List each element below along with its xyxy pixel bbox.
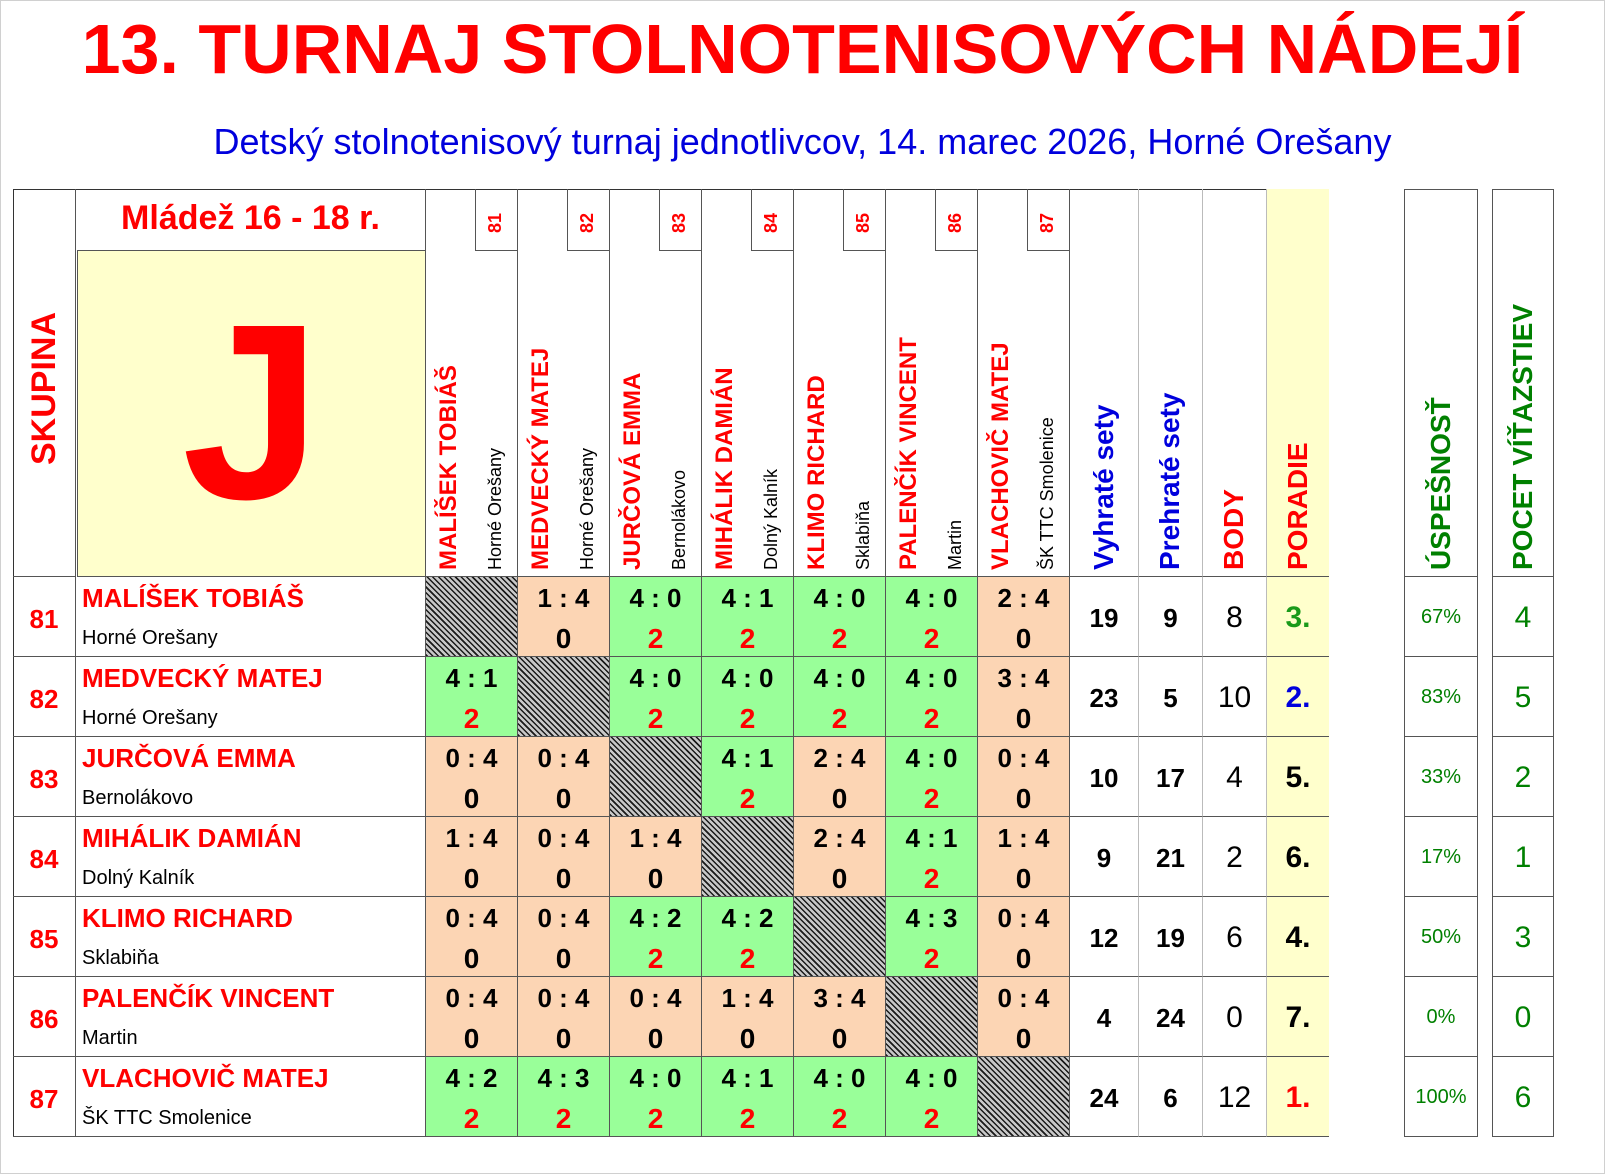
stat-cell-rank xyxy=(1266,1057,1329,1137)
stat-cell-won xyxy=(1069,737,1138,817)
match-cell xyxy=(517,817,609,897)
extra-value-success: 17% xyxy=(1420,846,1462,868)
row-number-cell xyxy=(13,977,76,1057)
match-cell xyxy=(885,657,977,737)
opponent-club: ŠK TTC Smolenice xyxy=(1037,417,1058,570)
match-score: 4 : 0 xyxy=(813,1063,866,1093)
extra-cell-success xyxy=(1404,977,1478,1057)
stat-cell-points xyxy=(1202,657,1266,737)
match-cell xyxy=(885,737,977,817)
extra-cell-success xyxy=(1404,817,1478,897)
match-points: 2 xyxy=(923,623,940,654)
row-number: 82 xyxy=(29,684,59,714)
stat-cell-rank xyxy=(1266,817,1329,897)
stat-cell-points xyxy=(1202,897,1266,977)
opponent-number: 81 xyxy=(485,212,506,233)
stat-cell-points xyxy=(1202,1057,1266,1137)
row-number-cell xyxy=(13,897,76,977)
match-score: 4 : 0 xyxy=(629,583,682,613)
row-number: 86 xyxy=(29,1004,59,1034)
match-cell xyxy=(701,737,793,817)
player-name: MEDVECKÝ MATEJ xyxy=(82,663,323,693)
extra-value-wins: 6 xyxy=(1514,1081,1532,1114)
opponent-number: 86 xyxy=(945,212,966,233)
row-number-cell xyxy=(13,817,76,897)
player-club: Sklabiňa xyxy=(82,947,159,969)
stat-cell-won xyxy=(1069,977,1138,1057)
stat-value-won: 4 xyxy=(1096,1003,1112,1033)
match-points: 0 xyxy=(1015,1023,1032,1054)
extra-cell-success xyxy=(1404,577,1478,657)
page-title: 13. TURNAJ STOLNOTENISOVÝCH NÁDEJÍ xyxy=(81,10,1524,88)
match-score: 0 : 4 xyxy=(997,903,1050,933)
match-score: 4 : 3 xyxy=(905,903,958,933)
match-cell xyxy=(609,577,701,657)
match-score: 0 : 4 xyxy=(537,903,590,933)
stat-cell-points xyxy=(1202,737,1266,817)
match-points: 0 xyxy=(1015,943,1032,974)
extra-cell-success xyxy=(1404,1057,1478,1137)
extra-value-wins: 2 xyxy=(1514,761,1532,794)
match-score: 4 : 1 xyxy=(445,663,498,693)
match-cell xyxy=(977,977,1069,1057)
match-points: 0 xyxy=(463,863,480,894)
match-cell xyxy=(517,897,609,977)
match-points: 2 xyxy=(739,783,756,814)
opponent-club: Sklabiňa xyxy=(853,500,874,570)
match-cell xyxy=(977,897,1069,977)
stat-value-rank: 4. xyxy=(1285,921,1311,954)
match-score: 0 : 4 xyxy=(629,983,682,1013)
match-score: 4 : 3 xyxy=(537,1063,590,1093)
match-points: 2 xyxy=(923,783,940,814)
extra-label-success: ÚSPEŠNOSŤ xyxy=(1425,397,1457,570)
match-points: 2 xyxy=(923,1103,940,1134)
player-name: JURČOVÁ EMMA xyxy=(82,743,296,773)
stat-cell-won xyxy=(1069,577,1138,657)
page-subtitle: Detský stolnotenisový turnaj jednotlivcov, 14. marec 2026, Horné Orešany xyxy=(213,121,1392,162)
match-cell xyxy=(793,817,885,897)
stat-label-points: BODY xyxy=(1218,489,1250,570)
match-score: 4 : 1 xyxy=(721,583,774,613)
stat-cell-rank xyxy=(1266,897,1329,977)
opponent-number: 82 xyxy=(577,212,598,233)
opponent-name: MALÍŠEK TOBIÁŠ xyxy=(434,365,462,570)
match-points: 0 xyxy=(555,863,572,894)
group-letter: J xyxy=(181,272,322,551)
stat-label-won: Vyhraté sety xyxy=(1087,404,1119,570)
match-score: 4 : 1 xyxy=(721,1063,774,1093)
match-points: 2 xyxy=(647,623,664,654)
extra-cell-success xyxy=(1404,737,1478,817)
match-points: 0 xyxy=(463,783,480,814)
match-score: 0 : 4 xyxy=(537,983,590,1013)
extra-value-success: 100% xyxy=(1415,1086,1467,1108)
match-score: 0 : 4 xyxy=(997,743,1050,773)
match-points: 0 xyxy=(647,1023,664,1054)
row-number-cell xyxy=(13,577,76,657)
stat-value-points: 6 xyxy=(1226,921,1243,954)
match-score: 1 : 4 xyxy=(997,823,1050,853)
opponent-number: 87 xyxy=(1037,212,1058,233)
match-points: 2 xyxy=(831,1103,848,1134)
match-score: 1 : 4 xyxy=(629,823,682,853)
self-match-cell xyxy=(609,737,701,817)
match-score: 2 : 4 xyxy=(813,823,866,853)
match-points: 0 xyxy=(831,1023,848,1054)
opponent-club: Horné Orešany xyxy=(485,447,506,570)
extra-label-wins: POCET VÍŤAZSTIEV xyxy=(1507,303,1539,570)
stat-label-lost: Prehraté sety xyxy=(1154,392,1186,570)
match-points: 0 xyxy=(555,943,572,974)
stat-value-rank: 5. xyxy=(1285,761,1311,794)
stat-value-points: 8 xyxy=(1226,601,1243,634)
match-points: 2 xyxy=(923,703,940,734)
match-cell xyxy=(701,657,793,737)
stat-cell-points xyxy=(1202,977,1266,1057)
stat-value-points: 2 xyxy=(1226,841,1243,874)
match-cell xyxy=(425,657,517,737)
match-score: 0 : 4 xyxy=(537,823,590,853)
match-score: 4 : 2 xyxy=(721,903,774,933)
stat-cell-lost xyxy=(1138,1057,1202,1137)
match-cell xyxy=(977,817,1069,897)
stat-value-lost: 9 xyxy=(1163,603,1178,633)
stat-value-lost: 24 xyxy=(1156,1003,1185,1033)
stat-value-points: 12 xyxy=(1217,1081,1252,1114)
match-score: 3 : 4 xyxy=(997,663,1050,693)
opponent-club: Martin xyxy=(945,519,966,570)
match-cell xyxy=(609,897,701,977)
player-club: Dolný Kalník xyxy=(82,867,195,889)
stat-cell-lost xyxy=(1138,577,1202,657)
match-score: 4 : 1 xyxy=(905,823,958,853)
opponent-name: MIHÁLIK DAMIÁN xyxy=(710,367,738,570)
row-number-cell xyxy=(13,657,76,737)
opponent-club: Dolný Kalník xyxy=(761,468,782,570)
player-cell xyxy=(76,817,425,897)
stat-cell-won xyxy=(1069,897,1138,977)
stat-value-rank: 7. xyxy=(1285,1001,1311,1034)
extra-value-wins: 1 xyxy=(1514,841,1532,874)
match-points: 2 xyxy=(647,943,664,974)
stat-value-won: 23 xyxy=(1089,683,1119,713)
stat-cell-rank xyxy=(1266,737,1329,817)
player-name: MALÍŠEK TOBIÁŠ xyxy=(82,583,304,613)
stat-cell-lost xyxy=(1138,817,1202,897)
match-cell xyxy=(517,977,609,1057)
opponent-name: JURČOVÁ EMMA xyxy=(618,372,646,570)
match-cell xyxy=(517,737,609,817)
match-points: 0 xyxy=(1015,703,1032,734)
match-points: 2 xyxy=(463,1103,480,1134)
stat-value-won: 12 xyxy=(1089,923,1119,953)
extra-cell-wins xyxy=(1492,657,1554,737)
match-cell xyxy=(885,817,977,897)
match-score: 4 : 2 xyxy=(445,1063,498,1093)
self-match-cell xyxy=(793,897,885,977)
match-points: 2 xyxy=(923,863,940,894)
player-club: Martin xyxy=(82,1027,138,1049)
stat-value-lost: 21 xyxy=(1156,843,1185,873)
player-name: MIHÁLIK DAMIÁN xyxy=(82,823,302,853)
stat-label-rank: PORADIE xyxy=(1281,442,1313,570)
stat-value-won: 24 xyxy=(1089,1083,1119,1113)
extra-cell-wins xyxy=(1492,897,1554,977)
player-name: KLIMO RICHARD xyxy=(82,903,293,933)
player-cell xyxy=(76,977,425,1057)
match-cell xyxy=(885,1057,977,1137)
match-score: 3 : 4 xyxy=(813,983,866,1013)
match-cell xyxy=(977,737,1069,817)
extra-cell-wins xyxy=(1492,737,1554,817)
player-club: Bernolákovo xyxy=(82,787,194,809)
extra-value-success: 50% xyxy=(1420,926,1462,948)
stat-value-points: 4 xyxy=(1226,761,1243,794)
stat-value-rank: 6. xyxy=(1285,841,1311,874)
match-cell xyxy=(793,977,885,1057)
opponent-number: 84 xyxy=(761,212,782,233)
player-cell xyxy=(76,737,425,817)
match-score: 1 : 4 xyxy=(445,823,498,853)
match-cell xyxy=(701,897,793,977)
opponent-name: PALENČÍK VINCENT xyxy=(894,337,922,570)
match-cell xyxy=(793,657,885,737)
group-label: SKUPINA xyxy=(25,311,64,465)
stat-value-lost: 5 xyxy=(1163,683,1178,713)
match-score: 0 : 4 xyxy=(997,983,1050,1013)
stat-value-rank: 2. xyxy=(1285,681,1311,714)
match-points: 0 xyxy=(647,863,664,894)
match-cell xyxy=(701,977,793,1057)
opponent-name: VLACHOVIČ MATEJ xyxy=(986,342,1014,570)
match-points: 0 xyxy=(739,1023,756,1054)
match-points: 2 xyxy=(831,623,848,654)
match-score: 2 : 4 xyxy=(813,743,866,773)
match-points: 2 xyxy=(739,703,756,734)
player-cell xyxy=(76,1057,425,1137)
match-score: 0 : 4 xyxy=(445,983,498,1013)
match-cell xyxy=(977,657,1069,737)
match-score: 4 : 0 xyxy=(905,1063,958,1093)
match-points: 2 xyxy=(831,703,848,734)
stat-value-rank: 1. xyxy=(1285,1081,1311,1114)
opponent-number: 83 xyxy=(669,212,690,233)
match-points: 2 xyxy=(739,623,756,654)
match-cell xyxy=(793,1057,885,1137)
opponent-number: 85 xyxy=(853,212,874,233)
match-points: 2 xyxy=(923,943,940,974)
self-match-cell xyxy=(977,1057,1069,1137)
player-club: Horné Orešany xyxy=(82,707,218,729)
extra-cell-wins xyxy=(1492,1057,1554,1137)
match-cell xyxy=(425,1057,517,1137)
match-points: 2 xyxy=(647,703,664,734)
group-letter-box xyxy=(77,250,425,577)
match-points: 0 xyxy=(1015,863,1032,894)
match-points: 2 xyxy=(739,943,756,974)
category-label: Mládež 16 - 18 r. xyxy=(121,199,380,237)
match-cell xyxy=(885,577,977,657)
stat-value-lost: 6 xyxy=(1163,1083,1178,1113)
match-cell xyxy=(517,1057,609,1137)
match-cell xyxy=(425,897,517,977)
player-club: ŠK TTC Smolenice xyxy=(82,1107,252,1129)
stat-cell-lost xyxy=(1138,657,1202,737)
match-score: 4 : 0 xyxy=(905,583,958,613)
match-score: 0 : 4 xyxy=(445,743,498,773)
stat-cell-lost xyxy=(1138,897,1202,977)
extra-value-wins: 0 xyxy=(1514,1001,1532,1034)
stat-value-rank: 3. xyxy=(1285,601,1311,634)
stat-value-points: 10 xyxy=(1217,681,1252,714)
match-score: 4 : 0 xyxy=(721,663,774,693)
stat-value-lost: 17 xyxy=(1156,763,1185,793)
extra-cell-wins xyxy=(1492,977,1554,1057)
stat-cell-rank xyxy=(1266,657,1329,737)
row-number-cell xyxy=(13,737,76,817)
stat-value-lost: 19 xyxy=(1156,923,1185,953)
match-cell xyxy=(701,577,793,657)
match-points: 0 xyxy=(831,783,848,814)
stat-cell-rank xyxy=(1266,977,1329,1057)
match-score: 4 : 0 xyxy=(905,743,958,773)
opponent-club: Bernolákovo xyxy=(669,469,690,570)
match-score: 4 : 0 xyxy=(905,663,958,693)
row-number: 83 xyxy=(29,764,59,794)
match-cell xyxy=(425,817,517,897)
match-score: 4 : 0 xyxy=(629,663,682,693)
player-club: Horné Orešany xyxy=(82,627,218,649)
opponent-name: KLIMO RICHARD xyxy=(802,375,830,570)
player-cell xyxy=(76,657,425,737)
match-cell xyxy=(793,737,885,817)
extra-value-success: 33% xyxy=(1420,766,1462,788)
match-cell xyxy=(425,737,517,817)
match-points: 0 xyxy=(1015,783,1032,814)
stat-cell-points xyxy=(1202,577,1266,657)
self-match-cell xyxy=(517,657,609,737)
match-cell xyxy=(609,1057,701,1137)
stat-cell-won xyxy=(1069,1057,1138,1137)
match-points: 2 xyxy=(555,1103,572,1134)
match-score: 1 : 4 xyxy=(537,583,590,613)
extra-value-wins: 4 xyxy=(1514,601,1532,634)
match-score: 4 : 2 xyxy=(629,903,682,933)
match-score: 0 : 4 xyxy=(445,903,498,933)
extra-cell-wins xyxy=(1492,577,1554,657)
self-match-cell xyxy=(425,577,517,657)
extra-value-success: 0% xyxy=(1426,1006,1456,1028)
stat-cell-lost xyxy=(1138,977,1202,1057)
stat-value-won: 19 xyxy=(1089,603,1119,633)
match-points: 0 xyxy=(831,863,848,894)
match-points: 0 xyxy=(463,1023,480,1054)
row-number: 85 xyxy=(29,924,59,954)
row-number: 84 xyxy=(29,844,59,874)
match-cell xyxy=(609,817,701,897)
stat-value-won: 9 xyxy=(1096,843,1112,873)
opponent-club: Horné Orešany xyxy=(577,447,598,570)
match-points: 0 xyxy=(555,623,572,654)
match-points: 0 xyxy=(555,783,572,814)
stat-cell-lost xyxy=(1138,737,1202,817)
self-match-cell xyxy=(701,817,793,897)
extra-value-success: 83% xyxy=(1420,686,1462,708)
match-points: 0 xyxy=(1015,623,1032,654)
match-cell xyxy=(609,657,701,737)
match-points: 2 xyxy=(463,703,480,734)
extra-cell-wins xyxy=(1492,817,1554,897)
match-points: 0 xyxy=(463,943,480,974)
stat-cell-points xyxy=(1202,817,1266,897)
match-cell xyxy=(609,977,701,1057)
match-cell xyxy=(425,977,517,1057)
row-number-cell xyxy=(13,1057,76,1137)
match-score: 4 : 0 xyxy=(813,663,866,693)
match-points: 0 xyxy=(555,1023,572,1054)
stat-cell-rank xyxy=(1266,577,1329,657)
opponent-name: MEDVECKÝ MATEJ xyxy=(526,347,554,570)
match-cell xyxy=(701,1057,793,1137)
extra-value-success: 67% xyxy=(1420,606,1462,628)
extra-value-wins: 3 xyxy=(1514,921,1532,954)
match-cell xyxy=(793,577,885,657)
extra-cell-success xyxy=(1404,897,1478,977)
match-score: 0 : 4 xyxy=(537,743,590,773)
stat-cell-won xyxy=(1069,817,1138,897)
player-name: PALENČÍK VINCENT xyxy=(82,983,335,1013)
row-number: 81 xyxy=(29,604,59,634)
stat-cell-won xyxy=(1069,657,1138,737)
match-cell xyxy=(885,897,977,977)
match-points: 2 xyxy=(739,1103,756,1134)
match-score: 4 : 1 xyxy=(721,743,774,773)
extra-cell-success xyxy=(1404,657,1478,737)
extra-value-wins: 5 xyxy=(1514,681,1532,714)
player-name: VLACHOVIČ MATEJ xyxy=(82,1063,329,1093)
stat-value-points: 0 xyxy=(1226,1001,1243,1034)
match-score: 2 : 4 xyxy=(997,583,1050,613)
match-score: 1 : 4 xyxy=(721,983,774,1013)
match-points: 2 xyxy=(647,1103,664,1134)
stat-value-won: 10 xyxy=(1089,763,1119,793)
self-match-cell xyxy=(885,977,977,1057)
match-score: 4 : 0 xyxy=(813,583,866,613)
player-cell xyxy=(76,897,425,977)
match-cell xyxy=(517,577,609,657)
match-score: 4 : 0 xyxy=(629,1063,682,1093)
player-cell xyxy=(76,577,425,657)
match-cell xyxy=(977,577,1069,657)
row-number: 87 xyxy=(29,1084,59,1114)
